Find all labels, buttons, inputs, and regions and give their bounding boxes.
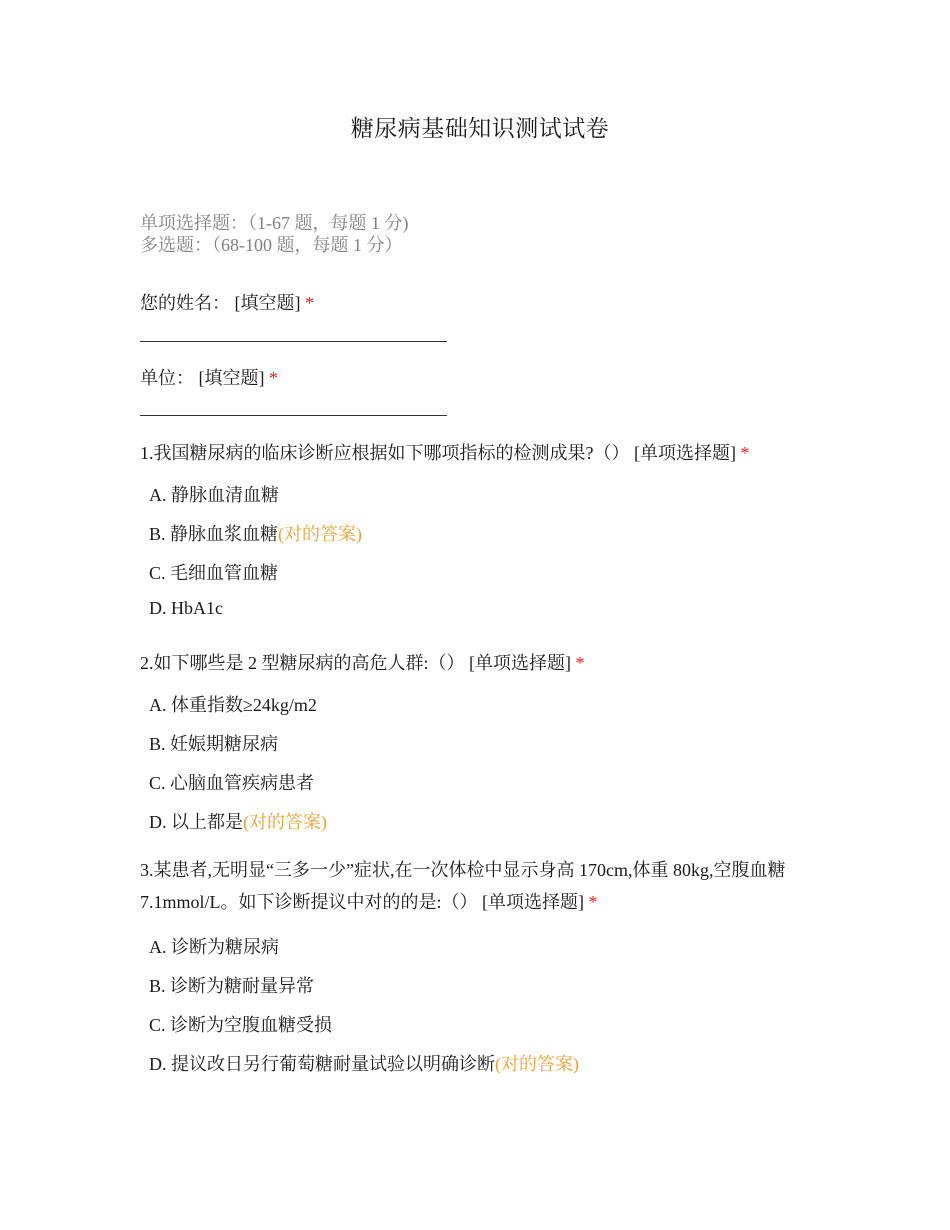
question-text-line-1: 3.某患者,无明显“三多一少”症状,在一次体检中显示身高 170cm,体重 80kg,空腹血糖 bbox=[140, 860, 786, 880]
option-label: D. 以上都是 bbox=[149, 812, 243, 832]
correct-answer-tag: (对的答案) bbox=[495, 1054, 579, 1074]
field-label: 单位： bbox=[140, 368, 194, 388]
q2-option-d[interactable] bbox=[149, 808, 327, 834]
q2-option-b[interactable] bbox=[149, 730, 278, 756]
q1-option-c[interactable] bbox=[149, 559, 278, 585]
option-label: C. 心脑血管疾病患者 bbox=[149, 773, 315, 793]
question-text: 2.如下哪些是 2 型糖尿病的高危人群:（） bbox=[140, 653, 465, 673]
q3-option-a[interactable] bbox=[149, 933, 279, 959]
option-label: D. 提议改日另行葡萄糖耐量试验以明确诊断 bbox=[149, 1054, 495, 1074]
q3-option-d[interactable] bbox=[149, 1050, 579, 1076]
instruction-multi-choice: 多选题：（68-100 题，每题 1 分） bbox=[140, 235, 403, 255]
page-title: 糖尿病基础知识测试试卷 bbox=[350, 116, 610, 141]
q2-option-a[interactable] bbox=[149, 691, 317, 717]
question-2-text bbox=[140, 649, 585, 675]
question-type: [单项选择题] bbox=[469, 653, 571, 673]
option-label: B. 妊娠期糖尿病 bbox=[149, 734, 279, 754]
required-mark: * bbox=[575, 653, 585, 673]
question-text: 1.我国糖尿病的临床诊断应根据如下哪项指标的检测成果?（） bbox=[140, 443, 630, 463]
name-fill-line[interactable] bbox=[140, 341, 447, 342]
field-type: [填空题] bbox=[198, 368, 265, 388]
question-text: 7.1mmol/L。如下诊断提议中对的的是:（） bbox=[140, 892, 478, 912]
required-mark: * bbox=[588, 892, 598, 912]
question-text-line-2 bbox=[140, 886, 785, 918]
option-label: C. 毛细血管血糖 bbox=[149, 563, 279, 583]
correct-answer-tag: (对的答案) bbox=[278, 524, 363, 544]
option-label: B. 诊断为糖耐量异常 bbox=[149, 976, 315, 996]
field-type: [填空题] bbox=[234, 293, 301, 313]
option-label: A. 静脉血清血糖 bbox=[149, 485, 279, 505]
q1-option-a[interactable] bbox=[149, 481, 279, 507]
q3-option-c[interactable] bbox=[149, 1011, 332, 1037]
unit-field-label bbox=[140, 364, 278, 390]
q2-option-c[interactable] bbox=[149, 769, 314, 795]
instructions bbox=[140, 212, 409, 256]
field-label: 您的姓名： bbox=[140, 293, 230, 313]
q3-option-b[interactable] bbox=[149, 972, 314, 998]
question-type: [单项选择题] bbox=[482, 892, 584, 912]
instruction-single-choice: 单项选择题：（1-67 题，每题 1 分) bbox=[140, 213, 409, 233]
q1-option-b[interactable] bbox=[149, 520, 362, 546]
required-mark: * bbox=[740, 443, 750, 463]
correct-answer-tag: (对的答案) bbox=[243, 812, 327, 832]
option-label: C. 诊断为空腹血糖受损 bbox=[149, 1015, 333, 1035]
name-field-label bbox=[140, 289, 314, 315]
required-mark: * bbox=[305, 293, 314, 313]
option-label: A. 诊断为糖尿病 bbox=[149, 937, 279, 957]
unit-fill-line[interactable] bbox=[140, 415, 447, 416]
option-label: D. HbA1c bbox=[149, 598, 223, 618]
question-type: [单项选择题] bbox=[634, 443, 736, 463]
required-mark: * bbox=[269, 368, 278, 388]
question-3-text bbox=[140, 854, 785, 918]
option-label: B. 静脉血浆血糖 bbox=[149, 524, 279, 544]
question-1-text bbox=[140, 439, 750, 465]
q1-option-d[interactable] bbox=[149, 598, 223, 619]
option-label: A. 体重指数≥24kg/m2 bbox=[149, 695, 317, 715]
